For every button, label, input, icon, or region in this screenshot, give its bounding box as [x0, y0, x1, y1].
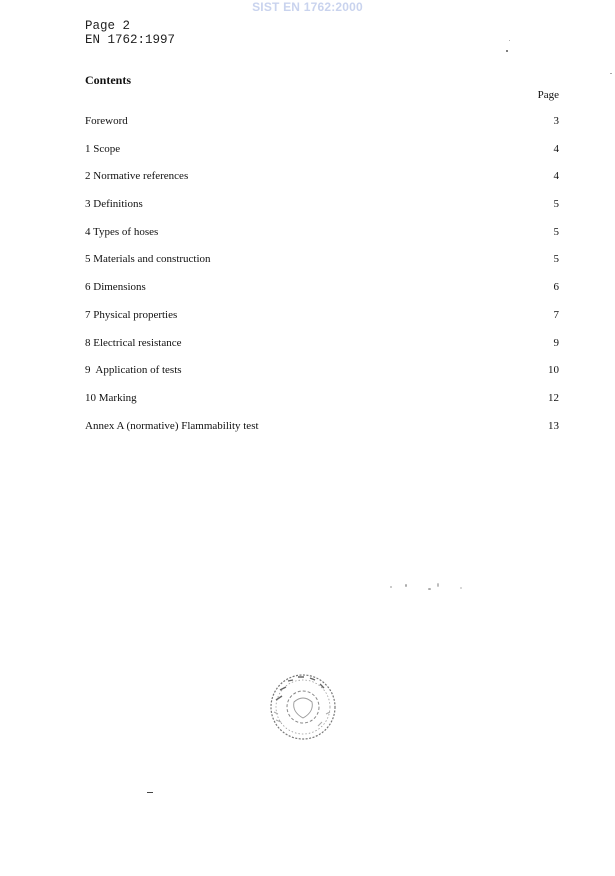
toc-entry-title: 10 Marking	[85, 391, 137, 404]
toc-row	[85, 364, 559, 392]
toc-row	[85, 337, 559, 365]
scan-speck	[506, 50, 508, 52]
toc-row	[85, 115, 559, 143]
page-number: Page 2	[85, 19, 131, 33]
scan-speck	[428, 588, 431, 590]
watermark: SIST EN 1762:2000	[252, 0, 363, 14]
toc-entry-page: 5	[553, 198, 559, 211]
toc-entry-page: 4	[553, 170, 559, 183]
toc-row	[85, 420, 559, 448]
toc-entry-page: 4	[553, 142, 559, 155]
scan-speck	[610, 73, 612, 74]
scan-speck	[509, 40, 510, 41]
toc-entry-title: 1 Scope	[85, 142, 121, 155]
toc-entry-title: 3 Definitions	[85, 198, 143, 211]
toc-row	[85, 253, 559, 281]
standard-number: EN 1762:1997	[85, 33, 176, 47]
toc-entry-title: 2 Normative references	[85, 170, 189, 183]
page-column-label: Page	[537, 89, 559, 101]
toc-entry-page: 13	[548, 419, 559, 432]
toc-entry-page: 5	[553, 253, 559, 266]
scan-speck	[460, 587, 462, 589]
page-header	[85, 19, 175, 47]
toc-row	[85, 170, 559, 198]
scan-speck	[405, 584, 407, 587]
toc-entry-page: 6	[553, 281, 559, 294]
toc-entry-page: 7	[553, 308, 559, 321]
toc-entry-title: Foreword	[85, 115, 128, 127]
toc-row	[85, 143, 559, 171]
toc-entry-title: 4 Types of hoses	[85, 225, 159, 238]
scan-speck	[147, 792, 153, 793]
toc-row	[85, 309, 559, 337]
contents-heading: Contents	[85, 73, 132, 87]
toc-entry-page: 9	[553, 336, 559, 349]
toc-row	[85, 198, 559, 226]
toc-row	[85, 392, 559, 420]
toc-row	[85, 281, 559, 309]
toc-entry-page: 10	[548, 364, 559, 377]
toc-entry-title: 8 Electrical resistance	[85, 336, 182, 349]
toc-entry-title: 5 Materials and construction	[85, 253, 211, 266]
table-of-contents	[85, 115, 559, 447]
toc-entry-title: 7 Physical properties	[85, 308, 178, 321]
official-seal-icon	[268, 672, 338, 742]
toc-row	[85, 226, 559, 254]
toc-entry-page: 3	[553, 115, 559, 127]
toc-entry-page: 5	[553, 225, 559, 238]
scan-speck	[437, 583, 439, 587]
toc-entry-title: Annex A (normative) Flammability test	[85, 419, 259, 432]
toc-entry-page: 12	[548, 391, 559, 404]
scan-speck	[390, 586, 392, 588]
toc-entry-title: 9 Application of tests	[85, 364, 182, 377]
toc-entry-title: 6 Dimensions	[85, 281, 146, 294]
